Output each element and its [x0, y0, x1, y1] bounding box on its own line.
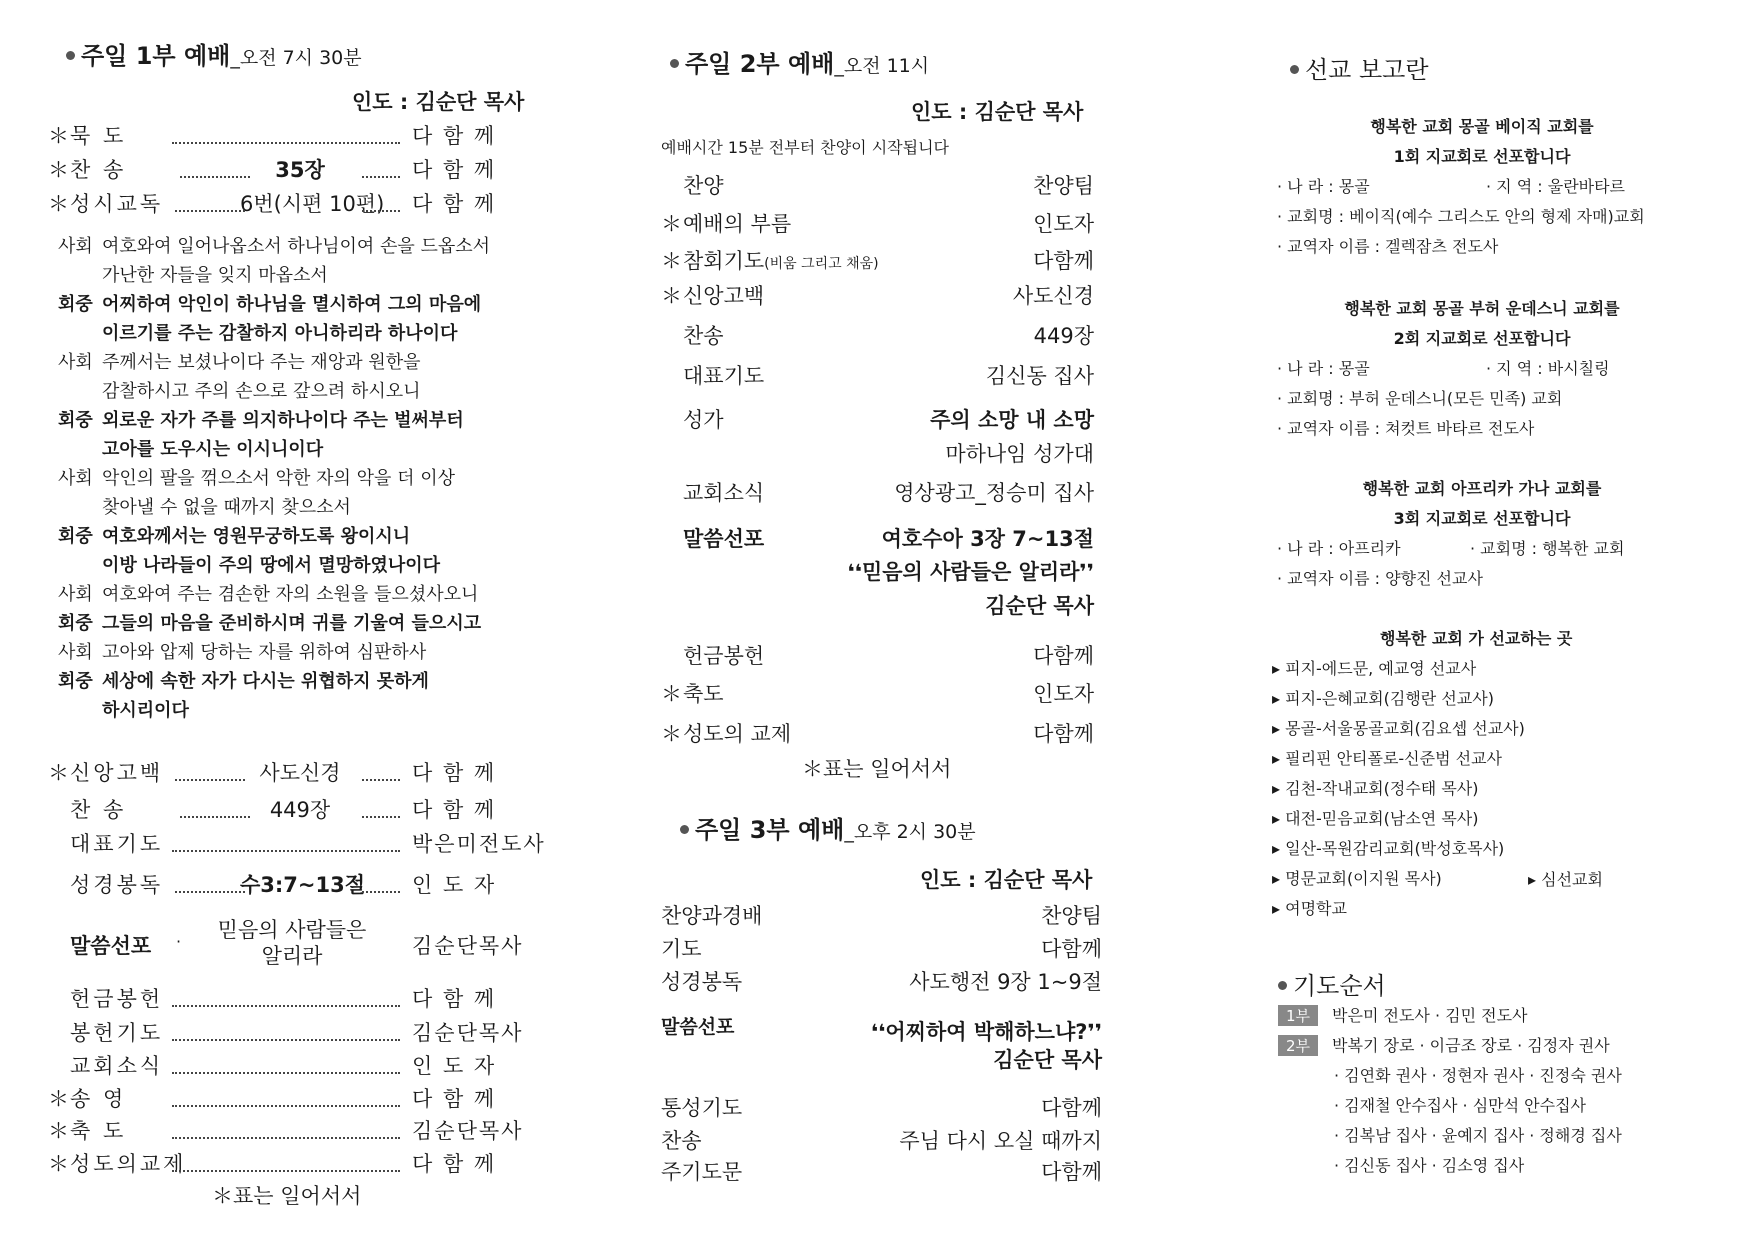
order-responsible: 다함께 [1041, 1160, 1102, 1184]
sermon-label: 말씀선포 [70, 934, 152, 958]
order-responsible: 인 도 자 [412, 873, 497, 897]
order-label [683, 245, 879, 275]
reading-line [58, 261, 328, 290]
prayer-names: · 김재철 안수집사 · 심만석 안수집사 [1334, 1096, 1586, 1115]
service-2-title: 주일 2부 예배_오전 11시 [670, 44, 929, 79]
leader-dots [175, 891, 245, 893]
bullet-icon [680, 825, 689, 834]
mission-detail: · 교역자 이름 : 겔렉잠츠 전도사 [1277, 237, 1499, 256]
mission-heading: 행복한 교회 아프리카 가나 교회를 [1362, 479, 1602, 498]
reading-text: 고아를 도우시는 이시니이다 [102, 439, 324, 460]
star-mark: ＊ [48, 192, 69, 216]
reading-text: 감찰하시고 주의 손으로 갚으려 하시오니 [102, 381, 421, 402]
reading-line [58, 406, 464, 435]
prayer-order-title: 기도순서 [1278, 966, 1386, 1001]
order-label [683, 280, 764, 310]
star-mark: ＊ [661, 682, 682, 706]
reading-text: 여호와께서는 영원무궁하도록 왕이시니 [102, 526, 411, 547]
mission-detail: · 지 역 : 바시칠링 [1486, 359, 1610, 378]
order-responsible: 주님 다시 오실 때까지 [899, 1129, 1102, 1153]
order-label: 찬양과경배 [661, 904, 763, 928]
prayer-row [1334, 1153, 1524, 1176]
service-3-leader: 인도 : 김순단 목사 [920, 868, 1093, 892]
order-label-text: 예배의 부름 [683, 212, 792, 236]
bullet-icon [670, 59, 679, 68]
leader-dots [172, 1105, 400, 1107]
order-responsible: 다 함 께 [412, 124, 497, 148]
reading-line [58, 667, 429, 696]
reading-speaker: 사회 [58, 642, 93, 663]
order-responsible: 다 함 께 [412, 761, 497, 785]
reading-text: 하시리이다 [102, 700, 189, 721]
reading-line [58, 435, 323, 464]
order-label: 축도 [683, 682, 724, 706]
mission-heading: 행복한 교회 몽골 부허 운데스니 교회를 [1344, 299, 1620, 318]
bullet-icon [1278, 981, 1287, 990]
star-mark: ＊ [48, 1119, 69, 1143]
order-label: 성도의교제 [70, 1152, 187, 1176]
order-responsible: 다 함 께 [412, 987, 497, 1011]
reading-speaker: 사회 [58, 468, 93, 489]
mission-place: ▸ 피지-은혜교회(김행란 선교사) [1272, 689, 1494, 708]
standing-note: ＊표는 일어서서 [212, 1184, 362, 1208]
mission-detail: · 지 역 : 울란바타르 [1486, 177, 1626, 196]
order-label: 헌금봉헌 [70, 987, 164, 1011]
order-detail: 449장 [269, 798, 331, 822]
mission-detail: · 교역자 이름 : 양향진 선교사 [1277, 569, 1483, 588]
order-label: 헌금봉헌 [683, 644, 765, 668]
bullet-icon [66, 51, 75, 60]
reading-text: 어찌하여 악인이 하나님을 멸시하여 그의 마음에 [102, 294, 482, 315]
star-mark: ＊ [48, 158, 69, 182]
prayer-row [1334, 1093, 1586, 1116]
star-mark: ＊ [48, 1152, 69, 1176]
prayer-service-tag: 2부 [1278, 1035, 1318, 1056]
reading-speaker: 사회 [58, 236, 93, 257]
mission-subheading: 1회 지교회로 선포합니다 [1393, 147, 1571, 166]
leader-dots [180, 816, 250, 818]
prayer-row [1278, 1003, 1528, 1026]
order-label: 신앙고백 [70, 761, 164, 785]
prayer-names: · 김복남 집사 · 윤예지 집사 · 정해경 집사 [1334, 1126, 1622, 1145]
reading-line [58, 580, 478, 609]
order-responsible: 사도신경 [1012, 284, 1094, 308]
mission-place: ▸ 필리핀 안티폴로-신준범 선교사 [1272, 749, 1502, 768]
mission-place-extra: ▸ 심선교회 [1528, 870, 1603, 889]
order-responsible: 다 함 께 [412, 1087, 497, 1111]
order-label-text: 대표기도 [683, 364, 765, 388]
order-responsible: 다함께 [1041, 1096, 1102, 1120]
order-label: 통성기도 [661, 1096, 743, 1120]
order-responsible: 다함께 [1033, 722, 1094, 746]
order-responsible: 인도자 [1033, 682, 1094, 706]
reading-text: 고아와 압제 당하는 자를 위하여 심판하사 [102, 642, 427, 663]
order-label: 성경봉독 [661, 970, 743, 994]
leader-dots [172, 1170, 400, 1172]
reading-line [58, 377, 420, 406]
mission-place: ▸ 김천-작내교회(정수태 목사) [1272, 779, 1479, 798]
service-2-leader: 인도 : 김순단 목사 [911, 100, 1084, 124]
reading-line [58, 609, 481, 638]
leader-dots [362, 816, 400, 818]
order-label: 축 도 [70, 1119, 127, 1143]
reading-text: 세상에 속한 자가 다시는 위협하지 못하게 [102, 671, 429, 692]
order-detail: 사도신경 [259, 761, 341, 785]
bullet-icon [1290, 65, 1299, 74]
order-label: 대표기도 [70, 832, 164, 856]
order-label: 성도의 교제 [683, 722, 792, 746]
order-label: 찬송 [661, 1129, 702, 1153]
reading-speaker: 사회 [58, 352, 93, 373]
mission-places-title: 행복한 교회 가 선교하는 곳 [1380, 629, 1573, 648]
reading-speaker: 사회 [58, 584, 93, 605]
order-responsible: 김순단목사 [412, 1119, 524, 1143]
mission-detail: · 교회명 : 부허 운데스니(모든 민족) 교회 [1277, 389, 1563, 408]
reading-text: 가난한 자들을 잊지 마옵소서 [102, 265, 328, 286]
leader-dots [172, 1137, 400, 1139]
leader-dots [172, 142, 400, 144]
reading-line [58, 551, 440, 580]
leader-dots [362, 210, 400, 212]
leader-dots [172, 1005, 400, 1007]
mission-place: ▸ 피지-에드문, 예교영 선교사 [1272, 659, 1477, 678]
order-label: 찬 송 [70, 798, 127, 822]
reading-line [58, 493, 351, 522]
mission-place: ▸ 명문교회(이지원 목사) [1272, 869, 1442, 888]
reading-speaker: 회중 [58, 294, 93, 315]
prayer-names: · 김연화 권사 · 정현자 권사 · 진정숙 권사 [1334, 1066, 1622, 1085]
star-mark: ＊ [661, 722, 682, 746]
reading-line [58, 638, 426, 667]
order-detail: 6번(시편 10편) [240, 192, 385, 216]
mission-detail: · 나 라 : 몽골 [1277, 359, 1370, 378]
order-label: 성경봉독 [70, 873, 164, 897]
order-responsible: 449장 [1033, 324, 1094, 348]
order-label: 기도 [661, 937, 702, 961]
mission-detail: · 나 라 : 몽골 [1277, 177, 1370, 196]
reading-text: 여호와여 일어나옵소서 하나님이여 손을 드옵소서 [102, 236, 491, 257]
order-responsible: 다 함 께 [412, 1152, 497, 1176]
sermon-preacher: 김순단목사 [412, 934, 524, 958]
mission-detail: · 나 라 : 아프리카 [1277, 539, 1401, 558]
mission-subheading: 3회 지교회로 선포합니다 [1393, 509, 1571, 528]
order-responsible: 인도자 [1033, 212, 1094, 236]
reading-line [58, 464, 455, 493]
mission-place: ▸ 몽골-서울몽골교회(김요셉 선교사) [1272, 719, 1525, 738]
reading-line [58, 522, 410, 551]
mission-detail: · 교회명 : 행복한 교회 [1470, 539, 1625, 558]
star-mark: ＊ [661, 284, 682, 308]
mission-detail: · 교회명 : 베이직(예수 그리스도 안의 형제 자매)교회 [1277, 207, 1645, 226]
order-label: 교회소식 [70, 1054, 164, 1078]
order-label-note: (비움 그리고 채움) [764, 256, 879, 272]
mission-place: ▸ 여명학교 [1272, 899, 1347, 918]
leader-dots [175, 210, 245, 212]
reading-text: 그들의 마음을 준비하시며 귀를 기울여 들으시고 [102, 613, 482, 634]
order-responsible: 찬양팀 [1033, 174, 1094, 198]
order-label: 묵 도 [70, 124, 127, 148]
leader-dots [175, 779, 245, 781]
prayer-row [1334, 1063, 1622, 1086]
anthem-title: 주의 소망 내 소망 [930, 408, 1094, 432]
reading-text: 주께서는 보셨나이다 주는 재앙과 원한을 [102, 352, 421, 373]
order-responsible: 다 함 께 [412, 192, 497, 216]
mission-report-title: 선교 보고란 [1290, 50, 1429, 85]
order-responsible: 다 함 께 [412, 158, 497, 182]
anthem-choir: 마하나임 성가대 [945, 442, 1094, 466]
mission-place: ▸ 대전-믿음교회(남소연 목사) [1272, 809, 1479, 828]
order-label: 성시교독 [70, 192, 164, 216]
order-label [683, 320, 724, 350]
star-mark: ＊ [48, 761, 69, 785]
reading-text: 외로운 자가 주를 의지하나이다 주는 벌써부터 [102, 410, 464, 431]
order-label-text: 찬송 [683, 324, 724, 348]
reading-line [58, 348, 420, 377]
star-mark: ＊ [48, 124, 69, 148]
leader-dots [172, 1039, 400, 1041]
order-responsible: 김신동 집사 [985, 364, 1094, 388]
service-1-leader: 인도 : 김순단 목사 [352, 90, 525, 114]
praise-notice: 예배시간 15분 전부터 찬양이 시작됩니다 [661, 138, 949, 157]
mission-detail: · 교역자 이름 : 쳐컷트 바타르 전도사 [1277, 419, 1535, 438]
reading-text: 악인의 팔을 꺾으소서 악한 자의 악을 더 이상 [102, 468, 456, 489]
reading-text: 찾아낼 수 없을 때까지 찾으소서 [102, 497, 351, 518]
leader-dots [362, 891, 400, 893]
reading-line [58, 696, 189, 725]
prayer-service-tag: 1부 [1278, 1005, 1318, 1026]
prayer-row [1278, 1033, 1610, 1056]
order-label [683, 208, 791, 238]
order-label-text: 찬양 [683, 174, 724, 198]
mission-heading: 행복한 교회 몽골 베이직 교회를 [1370, 117, 1594, 136]
prayer-names: 박은미 전도사 · 김민 전도사 [1332, 1006, 1528, 1025]
reading-text: 이르기를 주는 감찰하지 아니하리라 하나이다 [102, 323, 458, 344]
service-1-title: 주일 1부 예배_오전 7시 30분 [66, 36, 362, 71]
reading-speaker: 회중 [58, 526, 93, 547]
reading-speaker: 회중 [58, 410, 93, 431]
reading-speaker: 회중 [58, 671, 93, 692]
order-label-text: 참회기도 [683, 249, 765, 273]
star-mark: ＊ [661, 212, 682, 236]
order-responsible: 다함께 [1033, 249, 1094, 273]
order-detail: 35장 [275, 158, 325, 182]
prayer-row [1334, 1123, 1622, 1146]
reading-speaker: 회중 [58, 613, 93, 634]
prayer-names: 박복기 장로 · 이금조 장로 · 김정자 권사 [1332, 1036, 1610, 1055]
mission-subheading: 2회 지교회로 선포합니다 [1393, 329, 1571, 348]
order-label: 봉헌기도 [70, 1021, 164, 1045]
order-detail: 수3:7~13절 [240, 873, 366, 897]
order-responsible: 박은미전도사 [412, 832, 546, 856]
leader-dots [362, 176, 400, 178]
order-label: 주기도문 [661, 1160, 743, 1184]
mission-place: ▸ 일산-목원감리교회(박성호목사) [1272, 839, 1505, 858]
sermon-title: 믿음의 사람들은 알리라 [217, 918, 367, 968]
order-label [683, 170, 724, 200]
order-label: 찬 송 [70, 158, 127, 182]
dot-separator: · [176, 932, 182, 951]
order-responsible: 찬양팀 [1041, 904, 1102, 928]
order-label: 송 영 [70, 1087, 127, 1111]
leader-dots [172, 1072, 400, 1074]
reading-text: 여호와여 주는 겸손한 자의 소원을 들으셨사오니 [102, 584, 479, 605]
order-responsible: 사도행전 9장 1~9절 [909, 970, 1102, 994]
reading-text: 이방 나라들이 주의 땅에서 멸망하였나이다 [102, 555, 441, 576]
order-responsible: 김순단목사 [412, 1021, 524, 1045]
reading-line [58, 232, 490, 261]
leader-dots [362, 779, 400, 781]
order-label [683, 360, 764, 390]
star-mark: ＊ [661, 249, 682, 273]
service-3-title: 주일 3부 예배_오후 2시 30분 [680, 810, 976, 845]
order-responsible: 다함께 [1041, 937, 1102, 961]
leader-dots [172, 850, 400, 852]
prayer-names: · 김신동 집사 · 김소영 집사 [1334, 1156, 1525, 1175]
order-label-text: 신앙고백 [683, 284, 765, 308]
leader-dots [180, 176, 250, 178]
reading-line [58, 290, 481, 319]
order-responsible: 다함께 [1033, 644, 1094, 668]
order-responsible: 다 함 께 [412, 798, 497, 822]
reading-line [58, 319, 457, 348]
star-mark: ＊ [48, 1087, 69, 1111]
order-responsible: 인 도 자 [412, 1054, 497, 1078]
standing-note: ＊표는 일어서서 [802, 757, 952, 781]
